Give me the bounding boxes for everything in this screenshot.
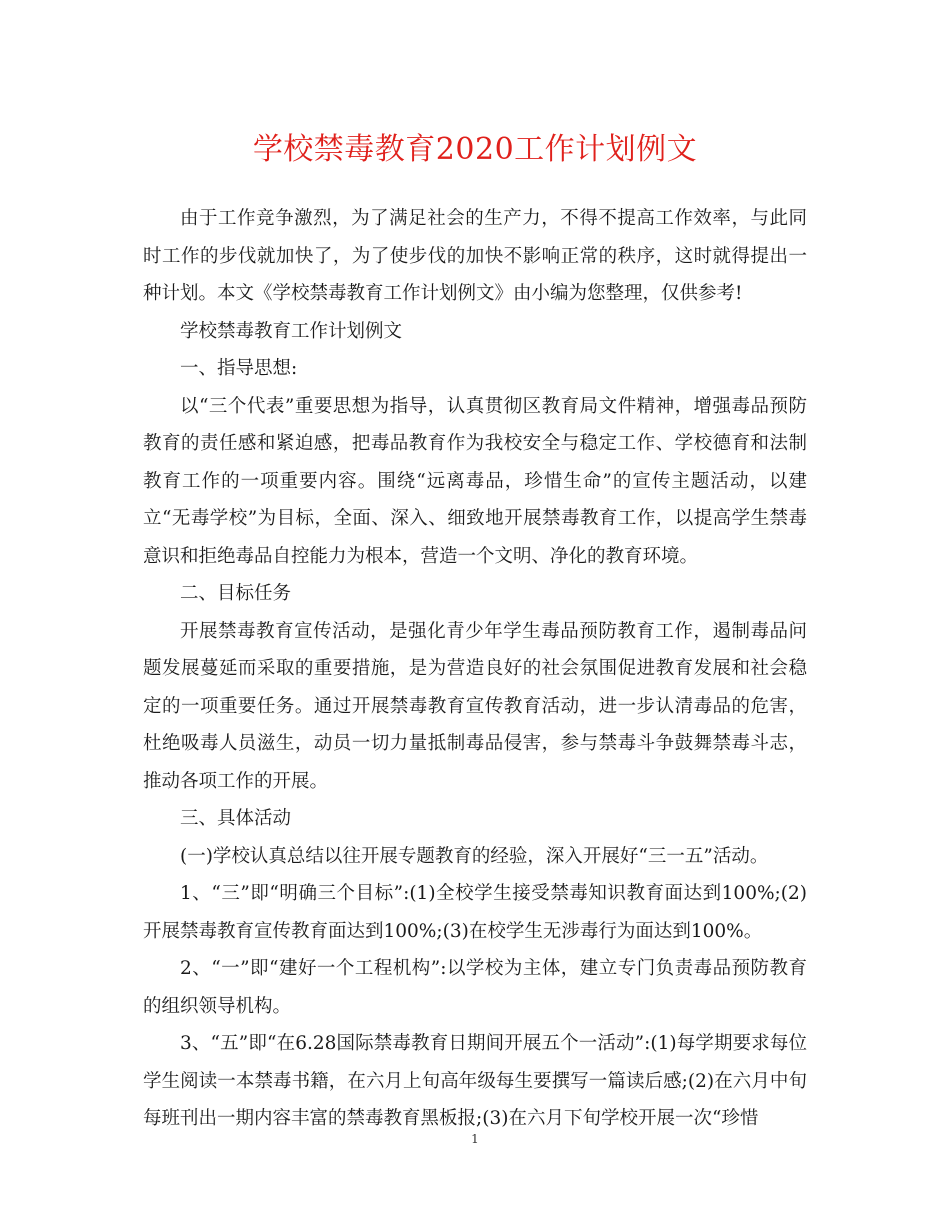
guiding-thought-paragraph: 以“三个代表”重要思想为指导，认真贯彻区教育局文件精神，增强毒品预防教育的责任感和紧迫感，把毒品教育作为我校安全与稳定工作、学校德育和法制教育工作的一项重要内容。围绕“远离毒品，珍惜生命”的宣传主题活动，以建立“无毒学校”为目标，全面、深入、细致地开展禁毒教育工作，以提高学生禁毒意识和拒绝毒品自控能力为根本，营造一个文明、净化的教育环境。	[143, 395, 807, 567]
intro-paragraph: 由于工作竞争激烈，为了满足社会的生产力，不得不提高工作效率，与此同时工作的步伐就加快了，为了使步伐的加快不影响正常的秩序，这时就得提出一种计划。本文《学校禁毒教育工作计划例文》由小编为您整理，仅供参考!	[143, 208, 807, 304]
activities-intro-paragraph: (一)学校认真总结以往开展专题教育的经验，深入开展好“三一五”活动。	[180, 845, 769, 867]
subtitle-paragraph: 学校禁毒教育工作计划例文	[180, 320, 403, 342]
page-number: 1	[471, 1132, 479, 1146]
goals-paragraph: 开展禁毒教育宣传活动，是强化青少年学生毒品预防教育工作，遏制毒品问题发展蔓延而采取的重要措施，是为营造良好的社会氛围促进教育发展和社会稳定的一项重要任务。通过开展禁毒教育宣传教育活动，进一步认清毒品的危害，杜绝吸毒人员滋生，动员一切力量抵制毒品侵害，参与禁毒斗争鼓舞禁毒斗志，推动各项工作的开展。	[143, 620, 807, 792]
section-heading-guiding-thought: 一、指导思想:	[180, 358, 298, 379]
section-heading-goals: 二、目标任务	[180, 583, 292, 604]
document-body	[143, 200, 807, 1138]
activity-item-2: 2、“一”即“建好一个工程机构”:以学校为主体，建立专门负责毒品预防教育的组织领导机构。	[143, 958, 807, 1017]
section-heading-activities: 三、具体活动	[180, 808, 292, 829]
activity-item-3: 3、“五”即“在6.28国际禁毒教育日期间开展五个一活动”:(1)每学期要求每位学生阅读一本禁毒书籍，在六月上旬高年级每生要撰写一篇读后感;(2)在六月中旬每班刊出一期内容丰富的禁毒教育黑板报;(3)在六月下旬学校开展一次“珍惜	[143, 1033, 807, 1129]
activity-item-1: 1、“三”即“明确三个目标”:(1)全校学生接受禁毒知识教育面达到100%;(2)开展禁毒教育宣传教育面达到100%;(3)在校学生无涉毒行为面达到100%。	[143, 883, 807, 942]
document-title: 学校禁毒教育2020工作计划例文	[252, 132, 698, 167]
